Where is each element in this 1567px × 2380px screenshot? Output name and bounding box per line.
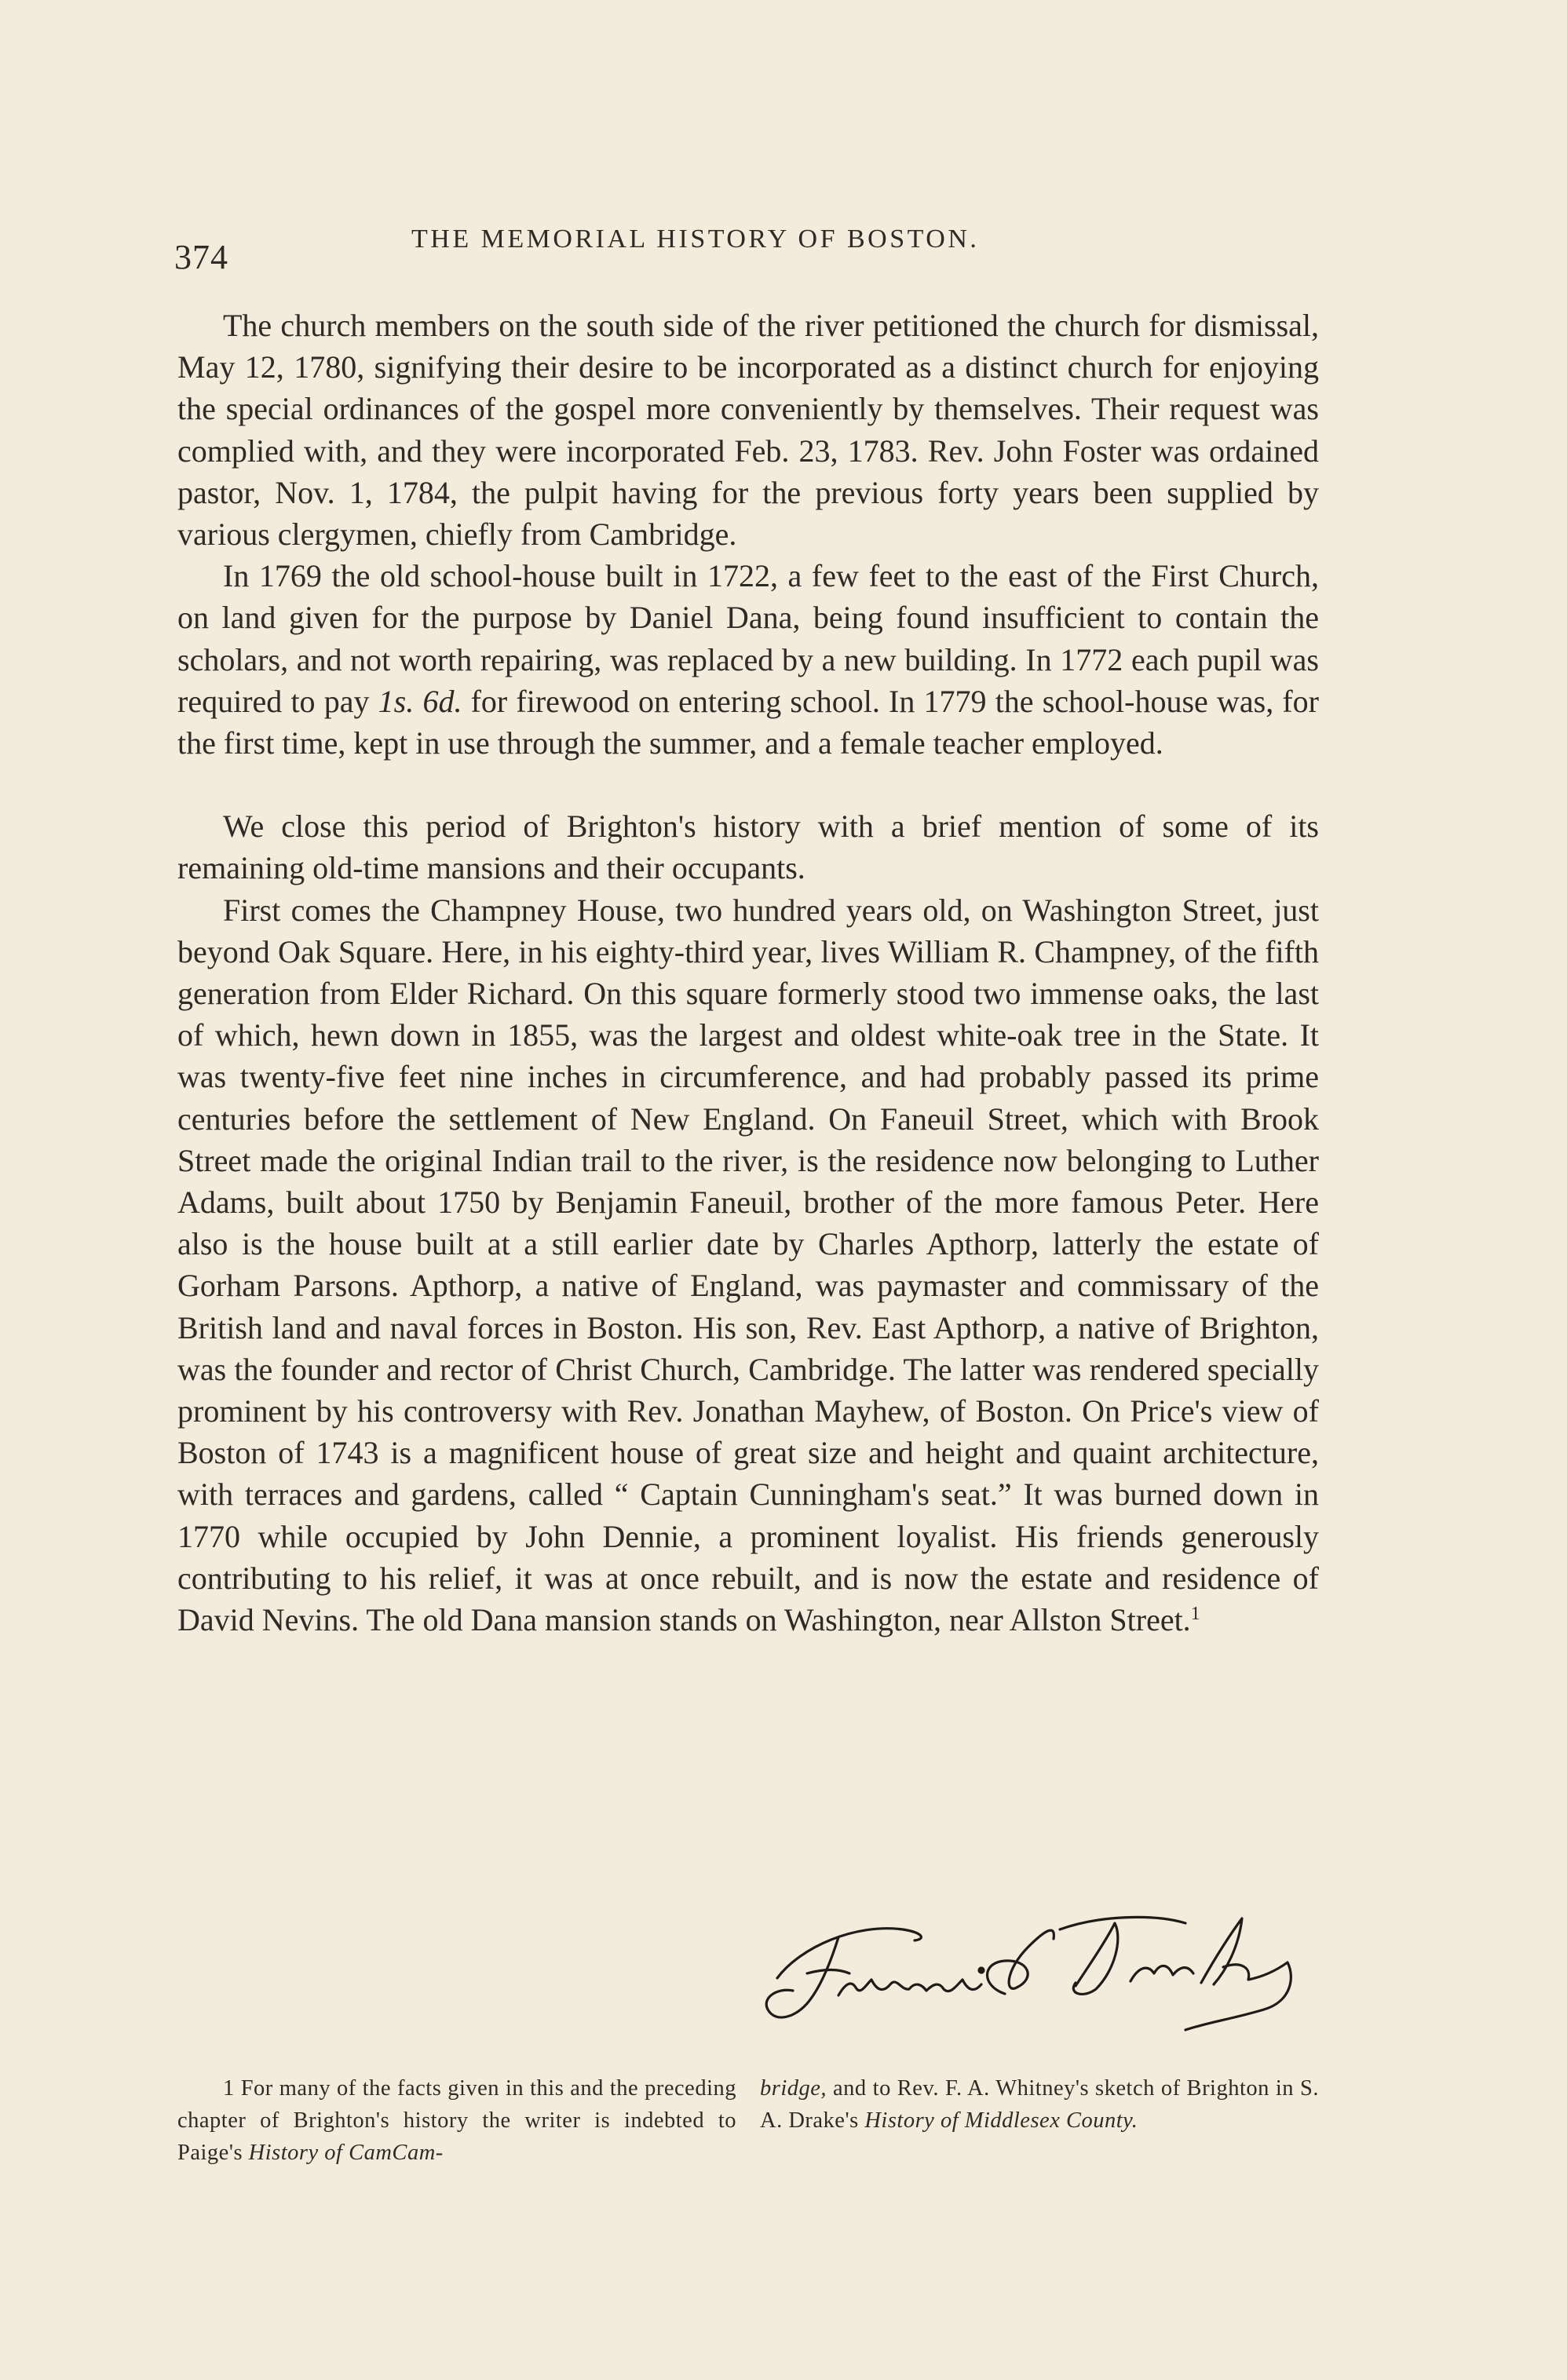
paragraph-champney-house xyxy=(177,889,1319,1641)
page-number: 374 xyxy=(174,238,228,276)
paragraph-school-house xyxy=(177,555,1319,764)
author-signature xyxy=(746,1892,1327,2041)
signature-last-name-strokes xyxy=(988,1917,1291,2030)
footnote-left-text xyxy=(177,2072,736,2169)
school-text-before: In 1769 the old school-house built in 1722, a few feet to the east of the First Church, on land given for the purpose by Daniel Dana, being found insufficient to contain the scholars, and not worth repairing, was replaced by a new building. In 1772 each pupil was required to pay xyxy=(177,558,1319,719)
body-text xyxy=(177,305,1319,1641)
champney-text: First comes the Champney House, two hundred years old, on Washington Street, just beyond Oak Square. Here, in his eighty-third year, lives William R. Champney, of the fifth generation from Elder Richard. On this square formerly stood two immense oaks, the last of which, hewn down in 1855, was the largest and oldest white-oak tree in the State. It was twenty-five feet nine inches in circumference, and had probably passed its prime centuries before the settlement of New England. On Faneuil Street, which with Brook Street made the original Indian trail to the river, is the residence now belonging to Luther Adams, built about 1750 by Benjamin Faneuil, brother of the more famous Peter. Here also is the house built at a still earlier date by Charles Apthorp, latterly the estate of Gorham Parsons. Apthorp, a native of England, was paymaster and commissary of the British land and naval forces in Boston. His son, Rev. East Apthorp, a native of Brighton, was the founder and rector of Christ Church, Cambridge. The latter was rendered specially prominent by his controversy with Rev. Jonathan Mayhew, of Boston. On Price's view of Boston of 1743 is a magnificent house of great size and height and quaint architecture, with terraces and gardens, called “ Captain Cunningham's seat.” It was burned down in 1770 while occupied by John Dennie, a prominent loyalist. His friends generously contributing to his relief, it was at once rebuilt, and is now the estate and residence of David Nevins. The old Dana mansion stands on Washington, near Allston Street. xyxy=(177,892,1319,1638)
paragraph-mansions-intro: We close this period of Brighton's history with a brief mention of some of its remaining old-time mansions and their occupants. xyxy=(177,809,1319,886)
footnote-column-right xyxy=(760,2072,1319,2169)
running-head: THE MEMORIAL HISTORY OF BOSTON. xyxy=(411,224,980,254)
footnote-text-a: For many of the facts given in this and the preceding chapter of Brighton's history the writer is indebted to Paige's xyxy=(177,2076,736,2165)
footnote-text-b: and to Rev. F. A. Whitney's sketch of Brighton in S. A. Drake's xyxy=(760,2076,1319,2133)
shillings-amount: 1s. xyxy=(378,683,415,719)
signature-first-name-strokes xyxy=(766,1929,984,2017)
school-text-after: for firewood on entering school. In 1779 the school-house was, for the first time, kept in use through the summer, and a female teacher employed. xyxy=(177,683,1320,761)
footnote-section xyxy=(177,2072,1319,2169)
school-text-middle xyxy=(414,684,422,719)
footnote-title-middlesex: History of Middlesex County. xyxy=(864,2108,1138,2133)
pence-amount: 6d. xyxy=(422,683,462,719)
footnote-marker: 1 xyxy=(223,2076,235,2101)
footnote-right-text xyxy=(760,2072,1319,2137)
footnote-title-cambridge: History of CamCam- xyxy=(248,2141,444,2165)
footnote-title-cambridge-continued: bridge, xyxy=(760,2076,827,2101)
footnote-reference: 1 xyxy=(1190,1604,1200,1625)
paragraph-church-dismissal: The church members on the south side of the river petitioned the church for dismissal, May 12, 1780, signifying their desire to be incorporated as a distinct church for enjoying the special ordinances of the gospel more conveniently by themselves. Their request was complied with, and they were incorporated Feb. 23, 1783. Rev. John Foster was ordained pastor, Nov. 1, 1784, the pulpit having for the previous forty years been supplied by various clergymen, chiefly from Cambridge. xyxy=(177,308,1319,553)
footnote-column-left xyxy=(177,2072,736,2169)
